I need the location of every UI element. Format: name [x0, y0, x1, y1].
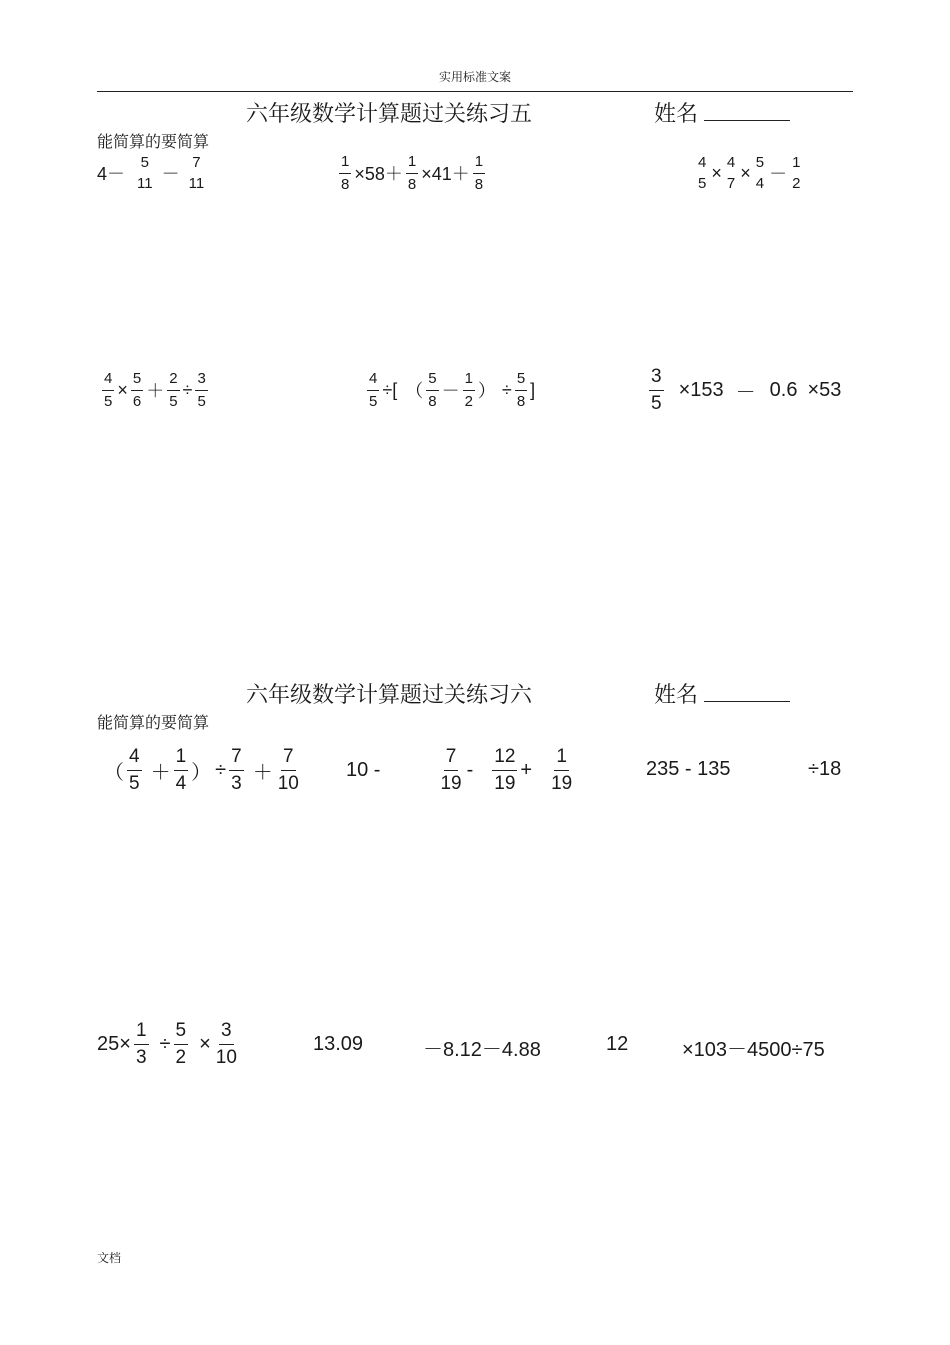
term: 0.6 — [769, 378, 798, 401]
problem-2-6-rest — [682, 1033, 825, 1062]
fraction: 5 11 — [137, 153, 153, 192]
term: ÷18 — [808, 758, 842, 780]
section-1-subtitle: 能简算的要简算 — [97, 132, 210, 151]
term: 4－ — [97, 164, 126, 184]
fraction: $\frac{4}{5}$ — [129, 745, 140, 794]
problem-1-3 — [693, 153, 805, 193]
term: ×58＋ — [354, 164, 403, 184]
fraction: $\frac{3}{5}$ — [197, 370, 206, 410]
fraction: $\frac{2}{5}$ — [169, 370, 178, 410]
fraction: $\frac{1}{8}$ — [474, 153, 484, 193]
fraction: $\frac{7}{3}$ — [231, 745, 242, 794]
problem-2-3 — [646, 758, 731, 781]
term: ×41＋ — [421, 164, 470, 184]
fraction: $\frac{1}{8}$ — [407, 153, 417, 193]
operator: ＋ — [146, 381, 165, 401]
operator: ÷ — [182, 379, 193, 400]
fraction: $\frac{1}{2}$ — [464, 370, 473, 410]
problem-2-2 — [346, 743, 577, 797]
problem-2-1 — [104, 743, 304, 797]
fraction: $\frac{4}{5}$ — [369, 370, 378, 410]
operator: － — [735, 381, 756, 404]
term: 13.09 — [313, 1033, 364, 1055]
section-2-title: 六年级数学计算题过关练习六 — [246, 683, 533, 708]
fraction: $\frac{7}{10}$ — [277, 745, 299, 794]
operator: － — [769, 164, 788, 184]
bracket-close: ] — [530, 379, 536, 400]
problem-1-6 — [646, 364, 841, 416]
fraction: $\frac{7}{19}$ — [440, 745, 462, 794]
problem-2-3-divisor — [808, 758, 841, 781]
fraction: $\frac{1}{19}$ — [551, 745, 573, 794]
problem-2-5-rest — [423, 1033, 541, 1062]
page-header: 实用标准文案 — [438, 70, 511, 84]
fraction: $\frac{4}{5}$ — [104, 370, 113, 410]
operator: + — [520, 758, 533, 781]
term: ×53 — [807, 378, 842, 401]
problem-1-4 — [99, 369, 211, 411]
section-2-name-field — [654, 678, 790, 709]
term: ×103－4500÷75 — [682, 1039, 825, 1061]
operator: - — [466, 758, 474, 781]
operator: ÷ — [159, 1032, 171, 1055]
name-blank — [704, 681, 790, 702]
fraction: 5 4 — [755, 153, 765, 192]
operator: ÷ — [501, 379, 512, 400]
fraction: $\frac{1}{4}$ — [175, 745, 187, 794]
operator: × — [740, 162, 751, 183]
problem-1-1 — [97, 153, 209, 193]
operator: × — [117, 379, 128, 400]
fraction: $\frac{5}{6}$ — [132, 370, 142, 410]
term: 10 - — [346, 758, 381, 781]
operator: － — [441, 381, 460, 401]
term: 25× — [97, 1032, 131, 1055]
fraction: $\frac{1}{8}$ — [341, 153, 350, 193]
problem-2-5 — [313, 1033, 363, 1056]
operator: － — [161, 164, 180, 184]
fraction: $\frac{5}{2}$ — [175, 1019, 187, 1068]
paren-open: （ — [405, 381, 424, 401]
fraction: $\frac{3}{10}$ — [215, 1019, 237, 1068]
operator: ＋ — [150, 761, 171, 784]
term: 12 — [606, 1033, 629, 1055]
term: 235 - 135 — [646, 758, 731, 780]
name-label: 姓名 — [654, 683, 699, 708]
fraction: 1 2 — [792, 153, 801, 192]
problem-2-4 — [97, 1017, 242, 1071]
fraction: $\frac{12}{19}$ — [494, 745, 516, 794]
name-blank — [704, 100, 790, 121]
operator: ＋ — [252, 761, 273, 784]
problem-1-5 — [364, 369, 535, 411]
paren-close: ） — [477, 381, 496, 401]
fraction: $\frac{5}{8}$ — [516, 370, 526, 410]
term: －8.12－4.88 — [423, 1039, 541, 1061]
fraction: $\frac{5}{8}$ — [428, 370, 437, 410]
section-2-subtitle: 能简算的要简算 — [97, 713, 210, 732]
section-1-title: 六年级数学计算题过关练习五 — [246, 102, 533, 127]
name-label: 姓名 — [654, 102, 699, 127]
paren-close: ） — [191, 761, 212, 784]
fraction: $\frac{3}{5}$ — [651, 365, 662, 414]
section-1-name-field — [654, 97, 790, 128]
fraction: $\frac{1}{3}$ — [135, 1019, 147, 1068]
paren-open: （ — [104, 761, 124, 784]
fraction: 4 7 — [726, 153, 736, 192]
term: ×153 — [678, 378, 724, 401]
problem-2-6 — [606, 1033, 628, 1056]
operator: ÷ — [215, 758, 227, 781]
problem-1-2 — [336, 153, 488, 193]
operator: × — [199, 1032, 211, 1055]
operator: × — [711, 162, 722, 183]
fraction: 7 11 — [188, 153, 205, 192]
operator: ÷[ — [382, 379, 398, 400]
page-footer: 文档 — [97, 1251, 122, 1265]
fraction: 4 5 — [698, 153, 707, 192]
header-rule — [97, 91, 853, 92]
